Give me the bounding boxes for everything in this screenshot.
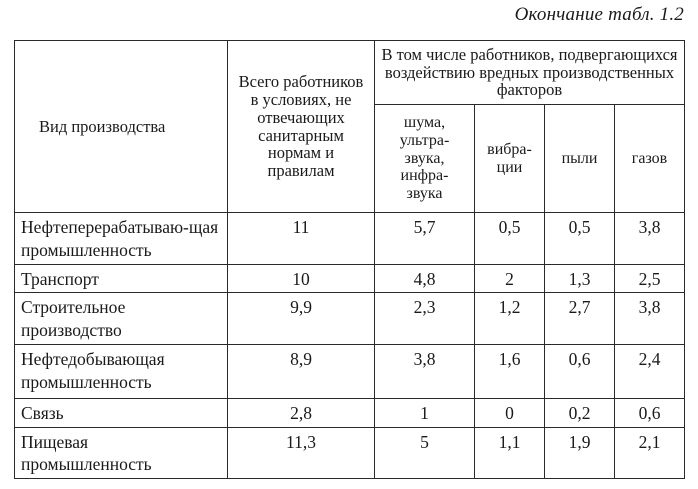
cell-noise: 4,8 <box>375 264 475 293</box>
row-name: Пищевая промышленность <box>15 427 228 479</box>
cell-dust: 1,9 <box>545 427 615 479</box>
header-total-workers: Всего работников в условиях, не отвечающих санитарным нормам и правилам <box>228 41 375 213</box>
cell-gas: 2,5 <box>615 264 685 293</box>
table-row <box>15 427 685 479</box>
cell-total: 11,3 <box>228 427 375 479</box>
data-table <box>14 40 685 479</box>
table-row <box>15 264 685 293</box>
cell-vibration: 1,6 <box>475 344 545 398</box>
cell-dust: 1,3 <box>545 264 615 293</box>
table-caption: Окончание табл. 1.2 <box>514 4 684 25</box>
cell-gas: 2,4 <box>615 344 685 398</box>
cell-noise: 5,7 <box>375 213 475 265</box>
cell-noise: 2,3 <box>375 293 475 345</box>
row-name: Транспорт <box>15 264 228 293</box>
row-name: Строительное производство <box>15 293 228 345</box>
header-vibration: вибра-ции <box>475 105 545 213</box>
cell-gas: 3,8 <box>615 213 685 265</box>
cell-total: 11 <box>228 213 375 265</box>
cell-dust: 0,2 <box>545 398 615 427</box>
cell-dust: 0,6 <box>545 344 615 398</box>
cell-gas: 3,8 <box>615 293 685 345</box>
table-row <box>15 344 685 398</box>
cell-gas: 2,1 <box>615 427 685 479</box>
cell-noise: 5 <box>375 427 475 479</box>
header-production-type: Вид производства <box>15 41 228 213</box>
row-name: Нефтеперерабатываю-щая промышленность <box>15 213 228 265</box>
header-dust: пыли <box>545 105 615 213</box>
table-row <box>15 213 685 265</box>
row-name: Нефтедобывающая промышленность <box>15 344 228 398</box>
cell-vibration: 0,5 <box>475 213 545 265</box>
table-row <box>15 398 685 427</box>
cell-total: 2,8 <box>228 398 375 427</box>
cell-dust: 0,5 <box>545 213 615 265</box>
header-noise: шума, ультра-звука, инфра-звука <box>375 105 475 213</box>
cell-gas: 0,6 <box>615 398 685 427</box>
cell-vibration: 2 <box>475 264 545 293</box>
row-name: Связь <box>15 398 228 427</box>
cell-vibration: 1,1 <box>475 427 545 479</box>
header-gas: газов <box>615 105 685 213</box>
cell-total: 8,9 <box>228 344 375 398</box>
cell-noise: 3,8 <box>375 344 475 398</box>
cell-vibration: 1,2 <box>475 293 545 345</box>
cell-total: 10 <box>228 264 375 293</box>
cell-total: 9,9 <box>228 293 375 345</box>
table-row <box>15 293 685 345</box>
header-factor-group: В том числе работников, подвергающихся воздействию вредных производственных факторов <box>375 41 685 105</box>
cell-dust: 2,7 <box>545 293 615 345</box>
cell-vibration: 0 <box>475 398 545 427</box>
cell-noise: 1 <box>375 398 475 427</box>
